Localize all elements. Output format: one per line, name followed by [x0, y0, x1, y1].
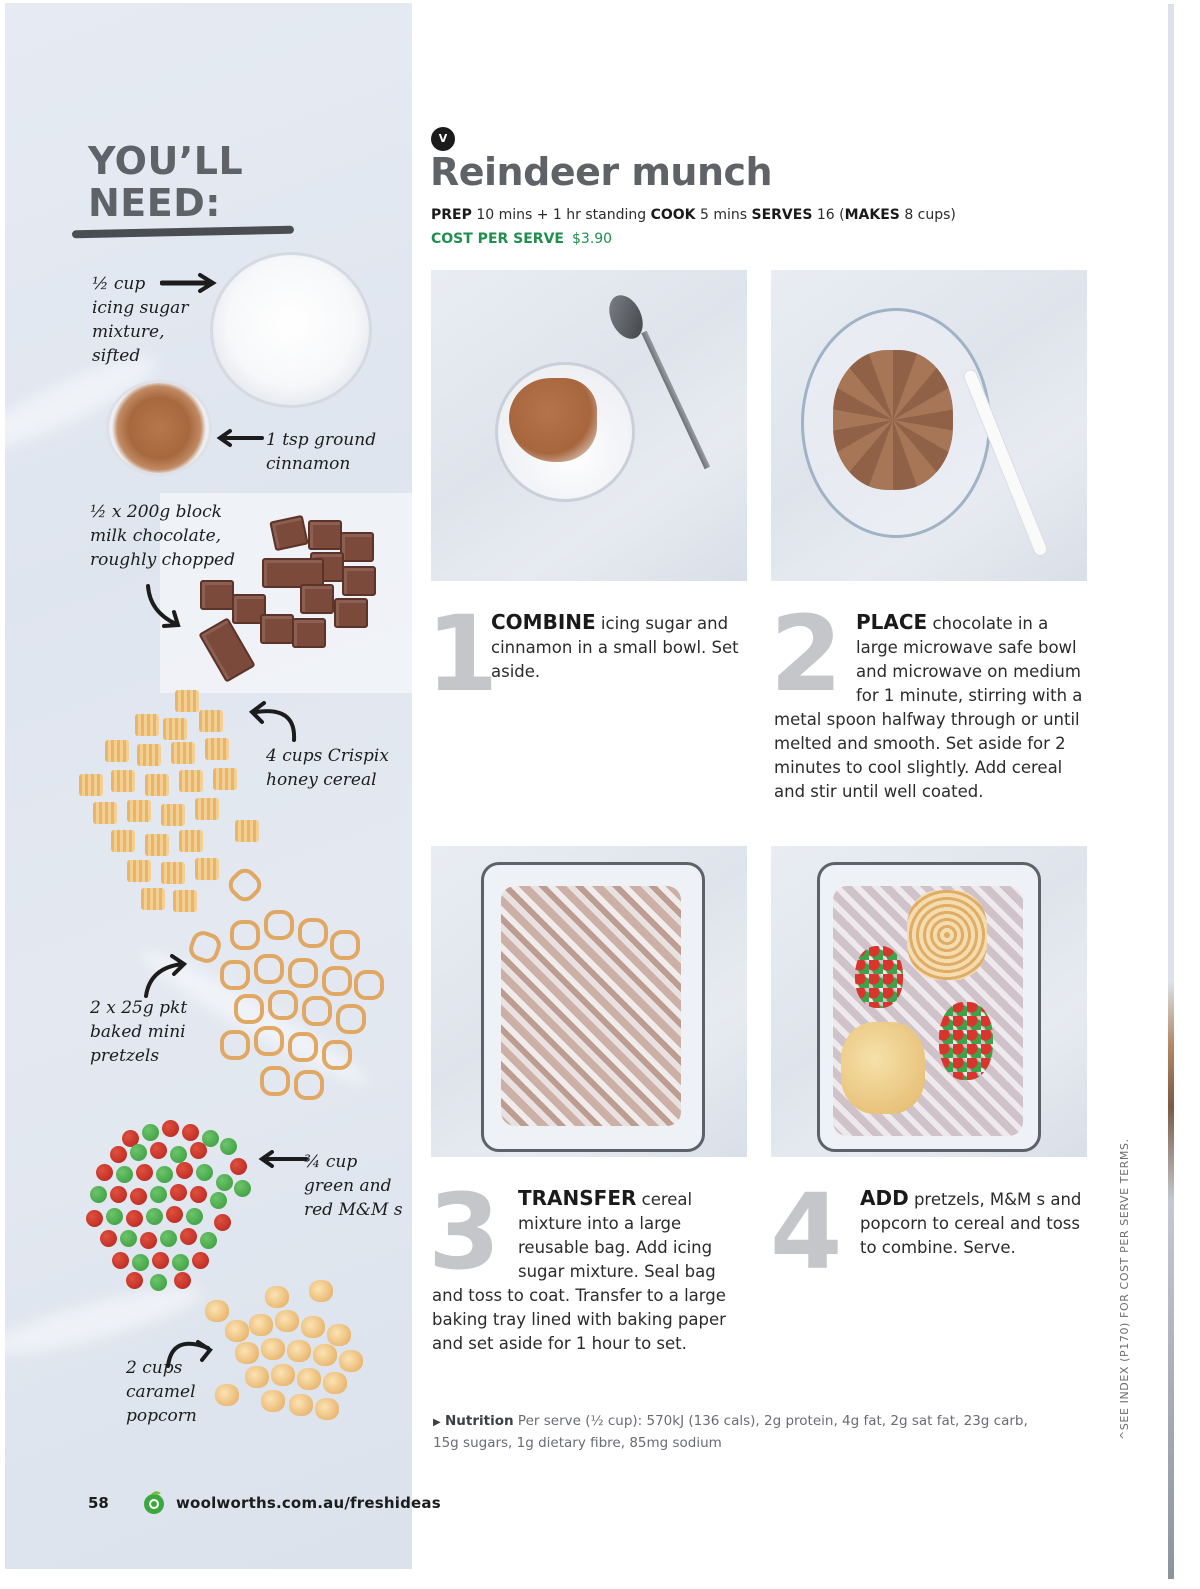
ingredient-mms	[304, 1150, 403, 1222]
ingredient-line: caramel	[126, 1382, 196, 1402]
ingredient-line: honey cereal	[266, 770, 377, 790]
makes-label: MAKES	[844, 207, 900, 223]
nutrition-label: Nutrition	[445, 1413, 514, 1429]
step-1-number: 1	[426, 593, 499, 715]
chocolate-image	[200, 510, 380, 680]
footer-link[interactable]: woolworths.com.au/freshideas	[176, 1494, 441, 1512]
vegetarian-badge: V	[431, 127, 455, 151]
page-number: 58	[88, 1494, 109, 1512]
page-edge	[1168, 4, 1174, 1579]
ingredient-line: milk chocolate,	[90, 526, 222, 546]
cost-label: COST PER SERVE	[431, 231, 564, 247]
step-3-number: 3	[428, 1171, 501, 1293]
step-4-photo	[771, 846, 1087, 1157]
ingredient-cinnamon	[266, 428, 376, 476]
step-verb: ADD	[860, 1186, 909, 1210]
ingredient-cereal	[266, 744, 389, 792]
serves-value: 16 (	[816, 207, 845, 223]
step-3-text	[432, 1186, 732, 1356]
ingredient-line: 2 x 25g pkt	[90, 998, 188, 1018]
ingredient-line: roughly chopped	[90, 550, 235, 570]
makes-value: 8 cups)	[904, 207, 956, 223]
woolworths-logo-icon	[141, 1489, 167, 1515]
step-2-text	[774, 610, 1090, 804]
cost-terms-note: ^SEE INDEX (P170) FOR COST PER SERVE TERMS.	[1118, 1138, 1131, 1440]
cook-label: COOK	[650, 207, 696, 223]
step-4-text	[860, 1186, 1100, 1260]
ingredients-heading	[88, 140, 243, 224]
step-1-text	[491, 610, 741, 684]
icing-sugar-bowl-image	[210, 252, 372, 408]
step-4-number: 4	[770, 1171, 843, 1293]
heading-line: NEED:	[88, 181, 221, 225]
ingredient-line: 1 tsp ground	[266, 430, 377, 450]
step-body: chocolate in a large microwave safe bowl and microwave on medium for 1 minute, stirring with a metal spoon halfway through or until melted and smooth. Set aside for 2 minutes to cool slightly. Add cereal and stir until well coated.	[774, 614, 1083, 801]
recipe-title: Reindeer munch	[430, 150, 773, 194]
step-verb: COMBINE	[491, 610, 596, 634]
step-3-photo	[431, 846, 747, 1157]
ingredient-line: mixture,	[92, 322, 165, 342]
ingredient-line: baked mini	[90, 1022, 186, 1042]
cook-value: 5 mins	[699, 207, 748, 223]
step-1-photo	[431, 270, 747, 581]
arrow-curved-left-icon	[246, 700, 302, 744]
ingredient-line: ¾ cup	[304, 1152, 358, 1172]
pretzels-image	[190, 870, 390, 1110]
cinnamon-bowl-image	[106, 380, 212, 476]
ingredient-popcorn	[126, 1356, 197, 1428]
ingredient-line: sifted	[92, 346, 141, 366]
prep-label: PREP	[431, 207, 472, 223]
ingredient-line: cinnamon	[266, 454, 351, 474]
nutrition-info	[433, 1411, 1053, 1453]
heading-line: YOU’LL	[88, 139, 244, 183]
popcorn-image	[205, 1280, 370, 1430]
arrow-left-icon	[216, 428, 264, 448]
ingredient-line: green and	[304, 1176, 392, 1196]
cost-value: $3.90	[572, 231, 613, 247]
ingredient-line: popcorn	[126, 1406, 197, 1426]
ingredient-line: ½ cup	[92, 274, 146, 294]
step-2-photo	[771, 270, 1087, 581]
cost-per-serve	[431, 231, 612, 247]
number-spacer	[774, 610, 856, 706]
step-verb: PLACE	[856, 610, 928, 634]
serves-label: SERVES	[751, 207, 813, 223]
recipe-meta	[431, 207, 956, 223]
ingredient-pretzels	[90, 996, 187, 1068]
triangle-bullet-icon: ▶	[433, 1417, 441, 1428]
arrow-curved-down-icon	[142, 582, 184, 632]
nutrition-text: Per serve (½ cup): 570kJ (136 cals), 2g protein, 4g fat, 2g sat fat, 23g carb, 15g sugars, 1g dietary fibre, 85mg sodium	[433, 1413, 1028, 1451]
step-body: pretzels, M&M s and popcorn to cereal and toss to combine. Serve.	[860, 1190, 1082, 1257]
ingredient-line: 4 cups Crispix	[266, 746, 389, 766]
ingredient-line: icing sugar	[92, 298, 189, 318]
step-verb: TRANSFER	[518, 1186, 637, 1210]
ingredient-line: ½ x 200g block	[90, 502, 222, 522]
arrow-right-icon	[160, 272, 218, 294]
prep-value: 10 mins + 1 hr standing	[476, 207, 647, 223]
step-body: icing sugar and cinnamon in a small bowl. Set aside.	[491, 614, 739, 681]
step-2-number: 2	[770, 593, 843, 715]
ingredient-line: 2 cups	[126, 1358, 183, 1378]
arrow-left-icon	[258, 1150, 308, 1168]
step-body: cereal mixture into a large reusable bag. Add icing sugar mixture. Seal bag and toss to coat. Transfer to a large baking tray lined with baking paper and set aside for 1 hour to set.	[432, 1190, 726, 1353]
number-spacer	[432, 1186, 518, 1282]
ingredient-line: red M&M s	[304, 1200, 403, 1220]
mms-image	[90, 1120, 270, 1290]
ingredient-line: pretzels	[90, 1046, 160, 1066]
arrow-curved-up-icon	[140, 952, 192, 1000]
